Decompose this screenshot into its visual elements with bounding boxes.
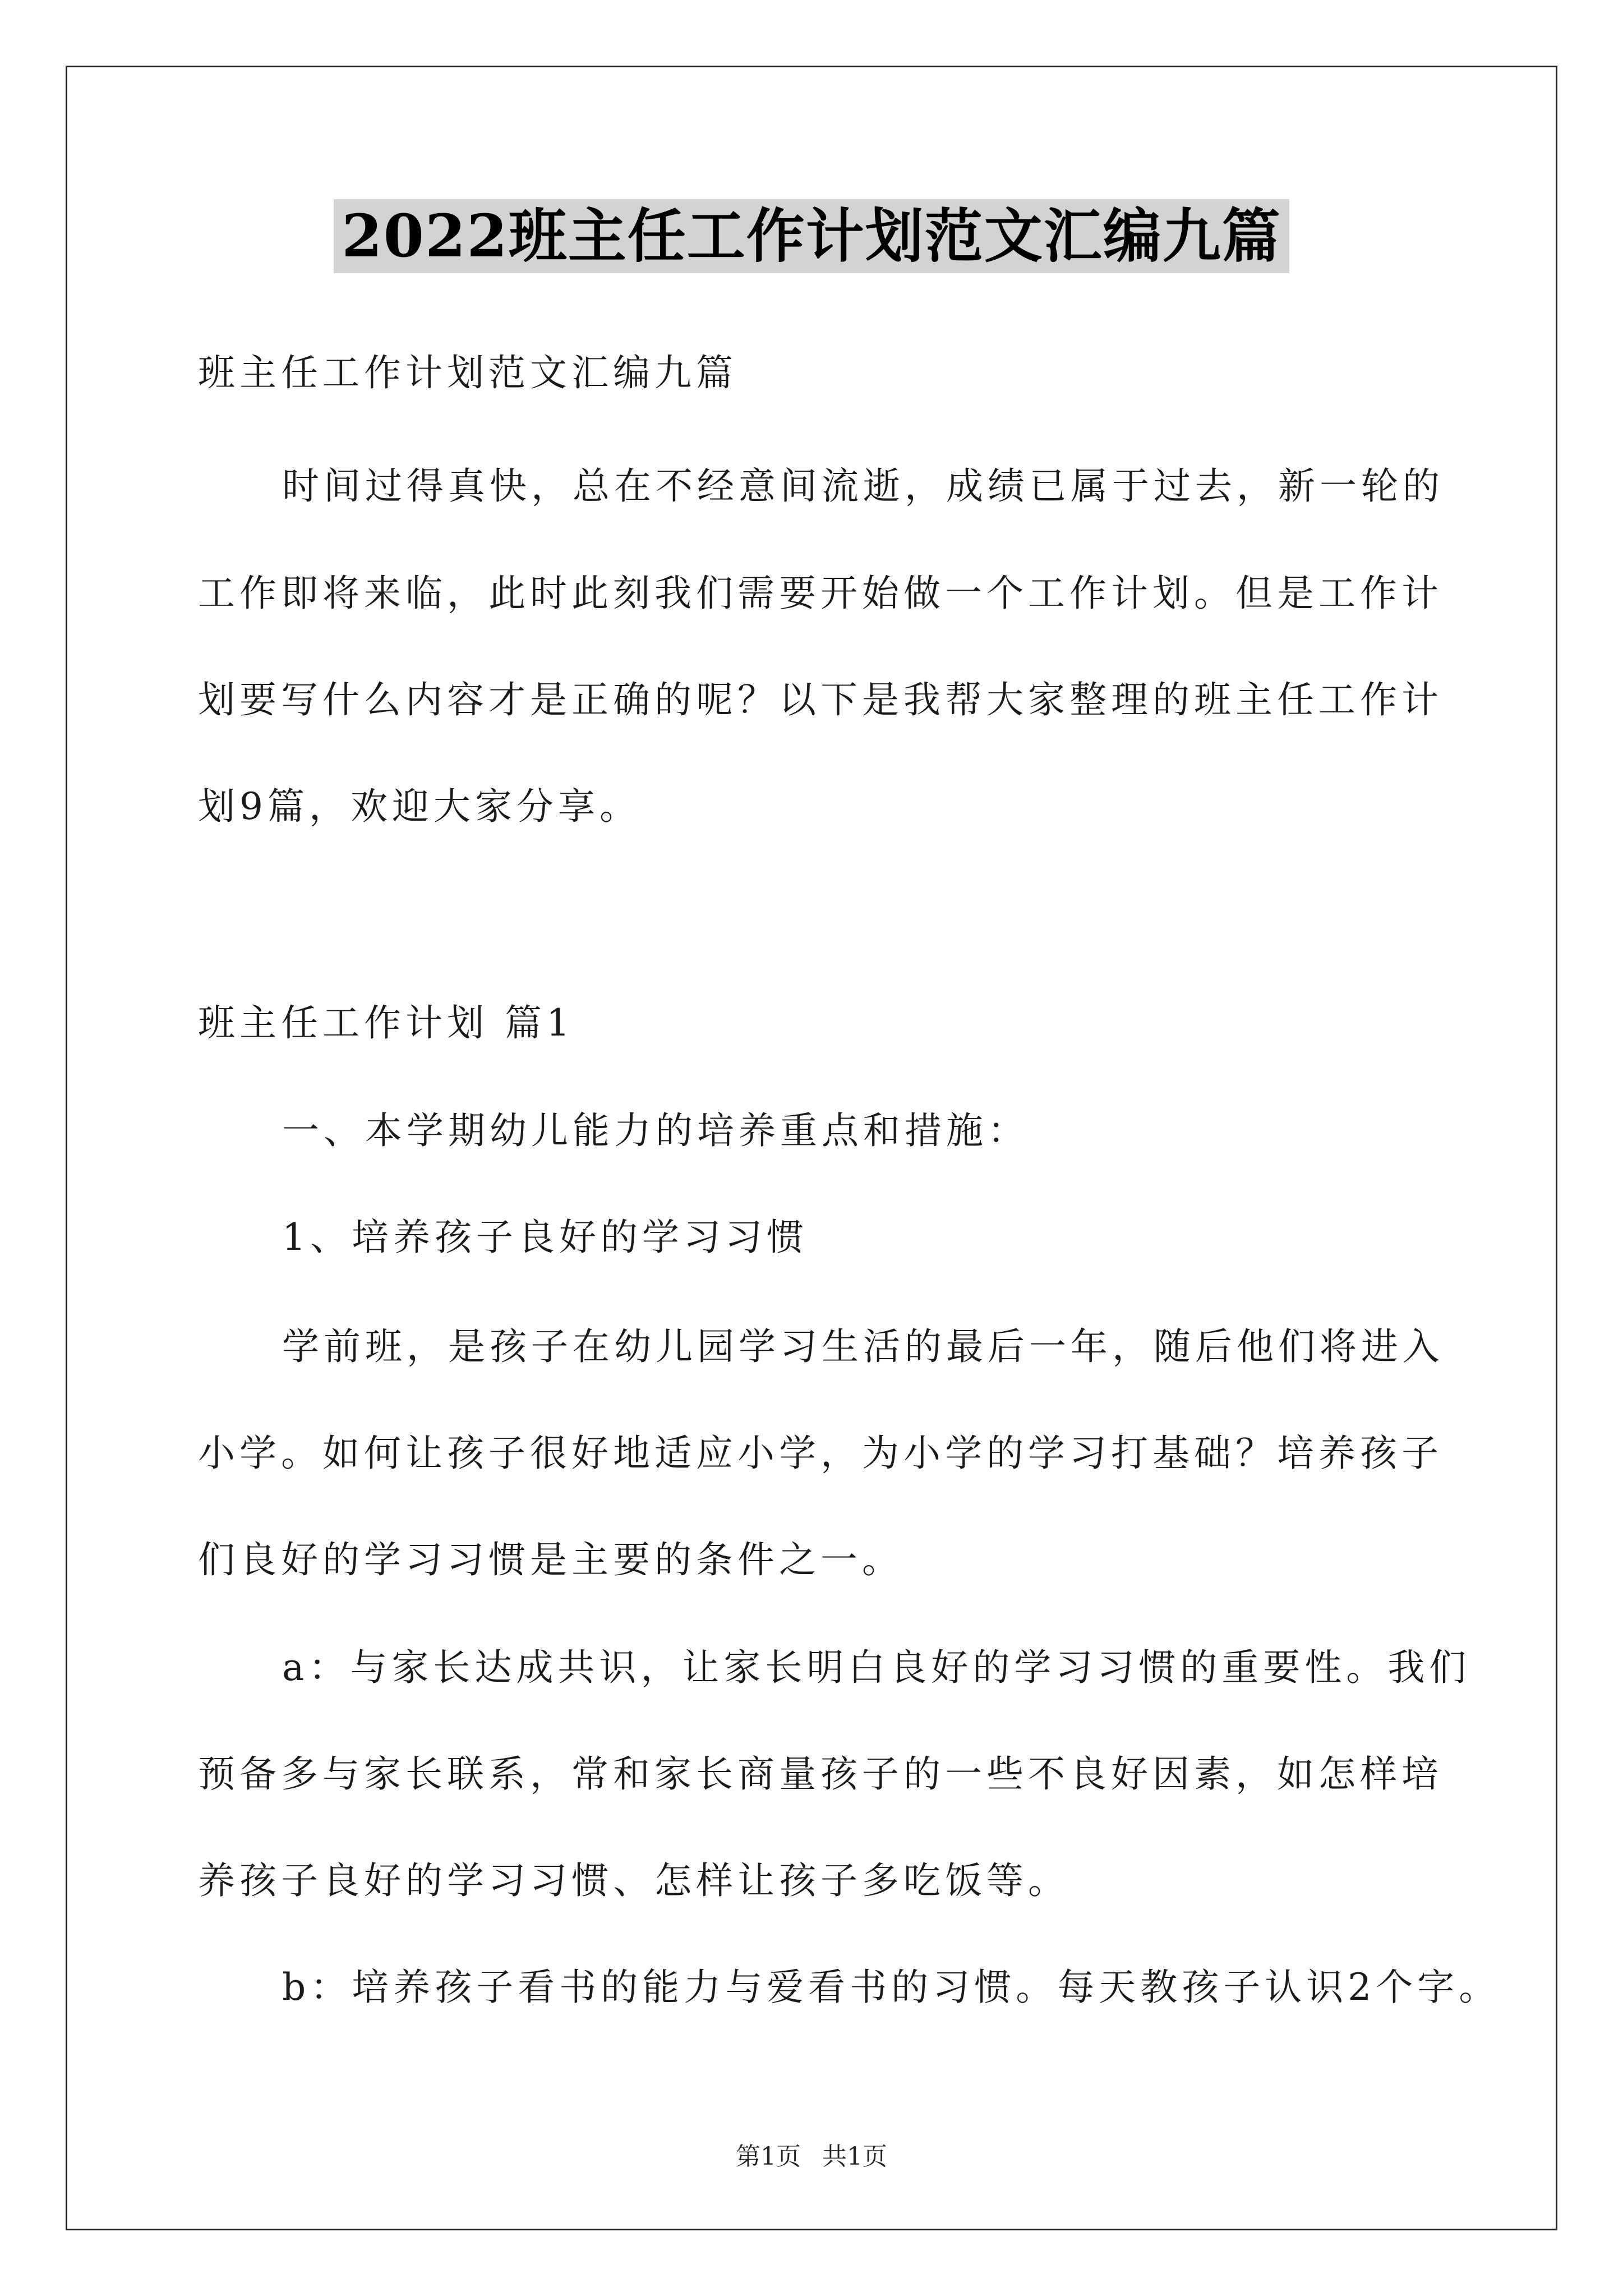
body-line: 划要写什么内容才是正确的呢？以下是我帮大家整理的班主任工作计 — [198, 678, 1443, 721]
body-line: 1、培养孩子良好的学习习惯 — [282, 1216, 808, 1259]
section-heading: 班主任工作计划范文汇编九篇 — [198, 351, 737, 394]
body-line: 预备多与家长联系，常和家长商量孩子的一些不良好因素，如怎样培 — [198, 1752, 1443, 1796]
page-footer — [0, 2136, 1623, 2172]
body-line: 们良好的学习习惯是主要的条件之一。 — [198, 1538, 903, 1581]
document-title: 2022班主任工作计划范文汇编九篇 — [334, 199, 1289, 273]
body-line: b：培养孩子看书的能力与爱看书的习惯。每天教孩子认识2个字。 — [282, 1966, 1501, 2009]
body-line: 学前班，是孩子在幼儿园学习生活的最后一年，随后他们将进入 — [282, 1325, 1444, 1368]
title-container — [0, 199, 1623, 273]
body-line: 工作即将来临，此时此刻我们需要开始做一个工作计划。但是工作计 — [198, 572, 1443, 615]
body-line: 小学。如何让孩子很好地适应小学，为小学的学习打基础？培养孩子 — [198, 1432, 1443, 1475]
total-pages: 共1页 — [822, 2142, 887, 2171]
body-line: 时间过得真快，总在不经意间流逝，成绩已属于过去，新一轮的 — [282, 464, 1444, 508]
section-heading: 班主任工作计划 篇1 — [198, 1001, 574, 1045]
body-line: 养孩子良好的学习习惯、怎样让孩子多吃饭等。 — [198, 1859, 1069, 1902]
body-line: a：与家长达成共识，让家长明白良好的学习习惯的重要性。我们 — [282, 1646, 1471, 1689]
page-number: 第1页 — [736, 2142, 801, 2171]
body-line: 划9篇，欢迎大家分享。 — [198, 785, 641, 828]
body-line: 一、本学期幼儿能力的培养重点和措施： — [282, 1109, 1029, 1152]
